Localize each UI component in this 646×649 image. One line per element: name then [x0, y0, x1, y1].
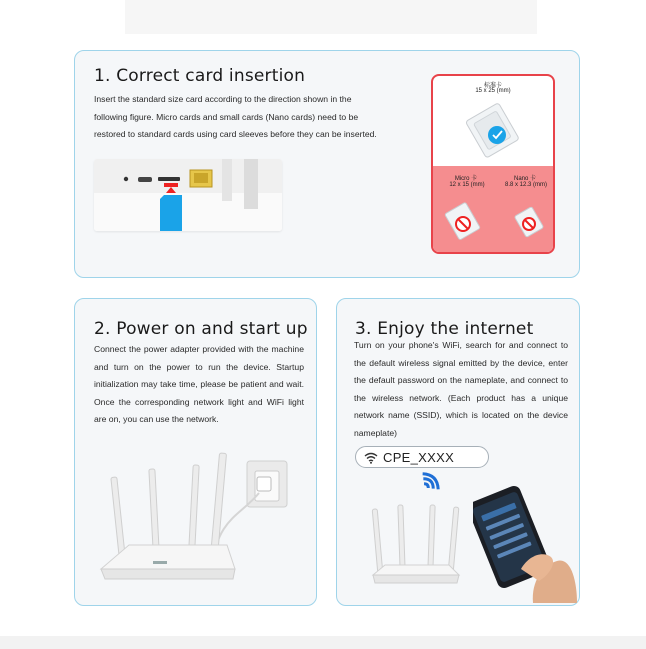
section-body: Connect the power adapter provided with the machine and turn on the power to run the device. Startup initialization may take time, please be patient and wait. Once the corresponding network light and WiFi light are on, you can use the network. [94, 344, 304, 424]
standard-sim-size: 15 x 25 (mm) [475, 88, 511, 94]
power-on-section [74, 298, 317, 606]
card-insertion-section [74, 50, 580, 278]
section-title: 2. Power on and start up [94, 319, 308, 339]
enjoy-internet-section [336, 298, 580, 606]
wifi-icon [364, 452, 378, 464]
phone-in-hand-illustration [473, 485, 577, 603]
bottom-strip [0, 636, 646, 649]
section-body: Insert the standard size card according to the direction shown in the following figure. Micro cards and small cards (Nano cards) need to be restored to standard cards using card sleeves before they can be inserted. [94, 94, 377, 139]
ssid-name: CPE_XXXX [383, 450, 455, 465]
top-image-strip [125, 0, 537, 34]
micro-sim-prohibited-icon [441, 200, 485, 244]
sim-size-guide [431, 74, 555, 254]
wifi-signal-icon [415, 469, 443, 499]
router-illustration [367, 497, 467, 589]
ssid-badge [355, 446, 489, 468]
section-title: 3. Enjoy the internet [355, 319, 534, 339]
router-power-illustration [99, 447, 309, 592]
standard-sim-label: 标准卡 [483, 83, 502, 89]
nano-sim-size: 8.8 x 12.3 (mm) [504, 182, 547, 188]
nano-sim-prohibited-icon [509, 202, 549, 242]
sim-slot-photo [94, 159, 282, 231]
micro-sim-size: 12 x 15 (mm) [449, 182, 485, 188]
router-back-illustration [94, 159, 282, 231]
standard-sim-icon [459, 102, 523, 158]
section-body: Turn on your phone's WiFi, search for and connect to the default wireless signal emitted by the device, enter the default password on the nameplate, and connect to the wireless network. (Each product has a unique network name (SSID), which is located on the device nameplate) [354, 340, 568, 438]
section-title: 1. Correct card insertion [94, 66, 306, 86]
micro-sim-label: Micro 卡 [454, 176, 478, 182]
nano-sim-label: Nano 卡 [513, 176, 536, 182]
